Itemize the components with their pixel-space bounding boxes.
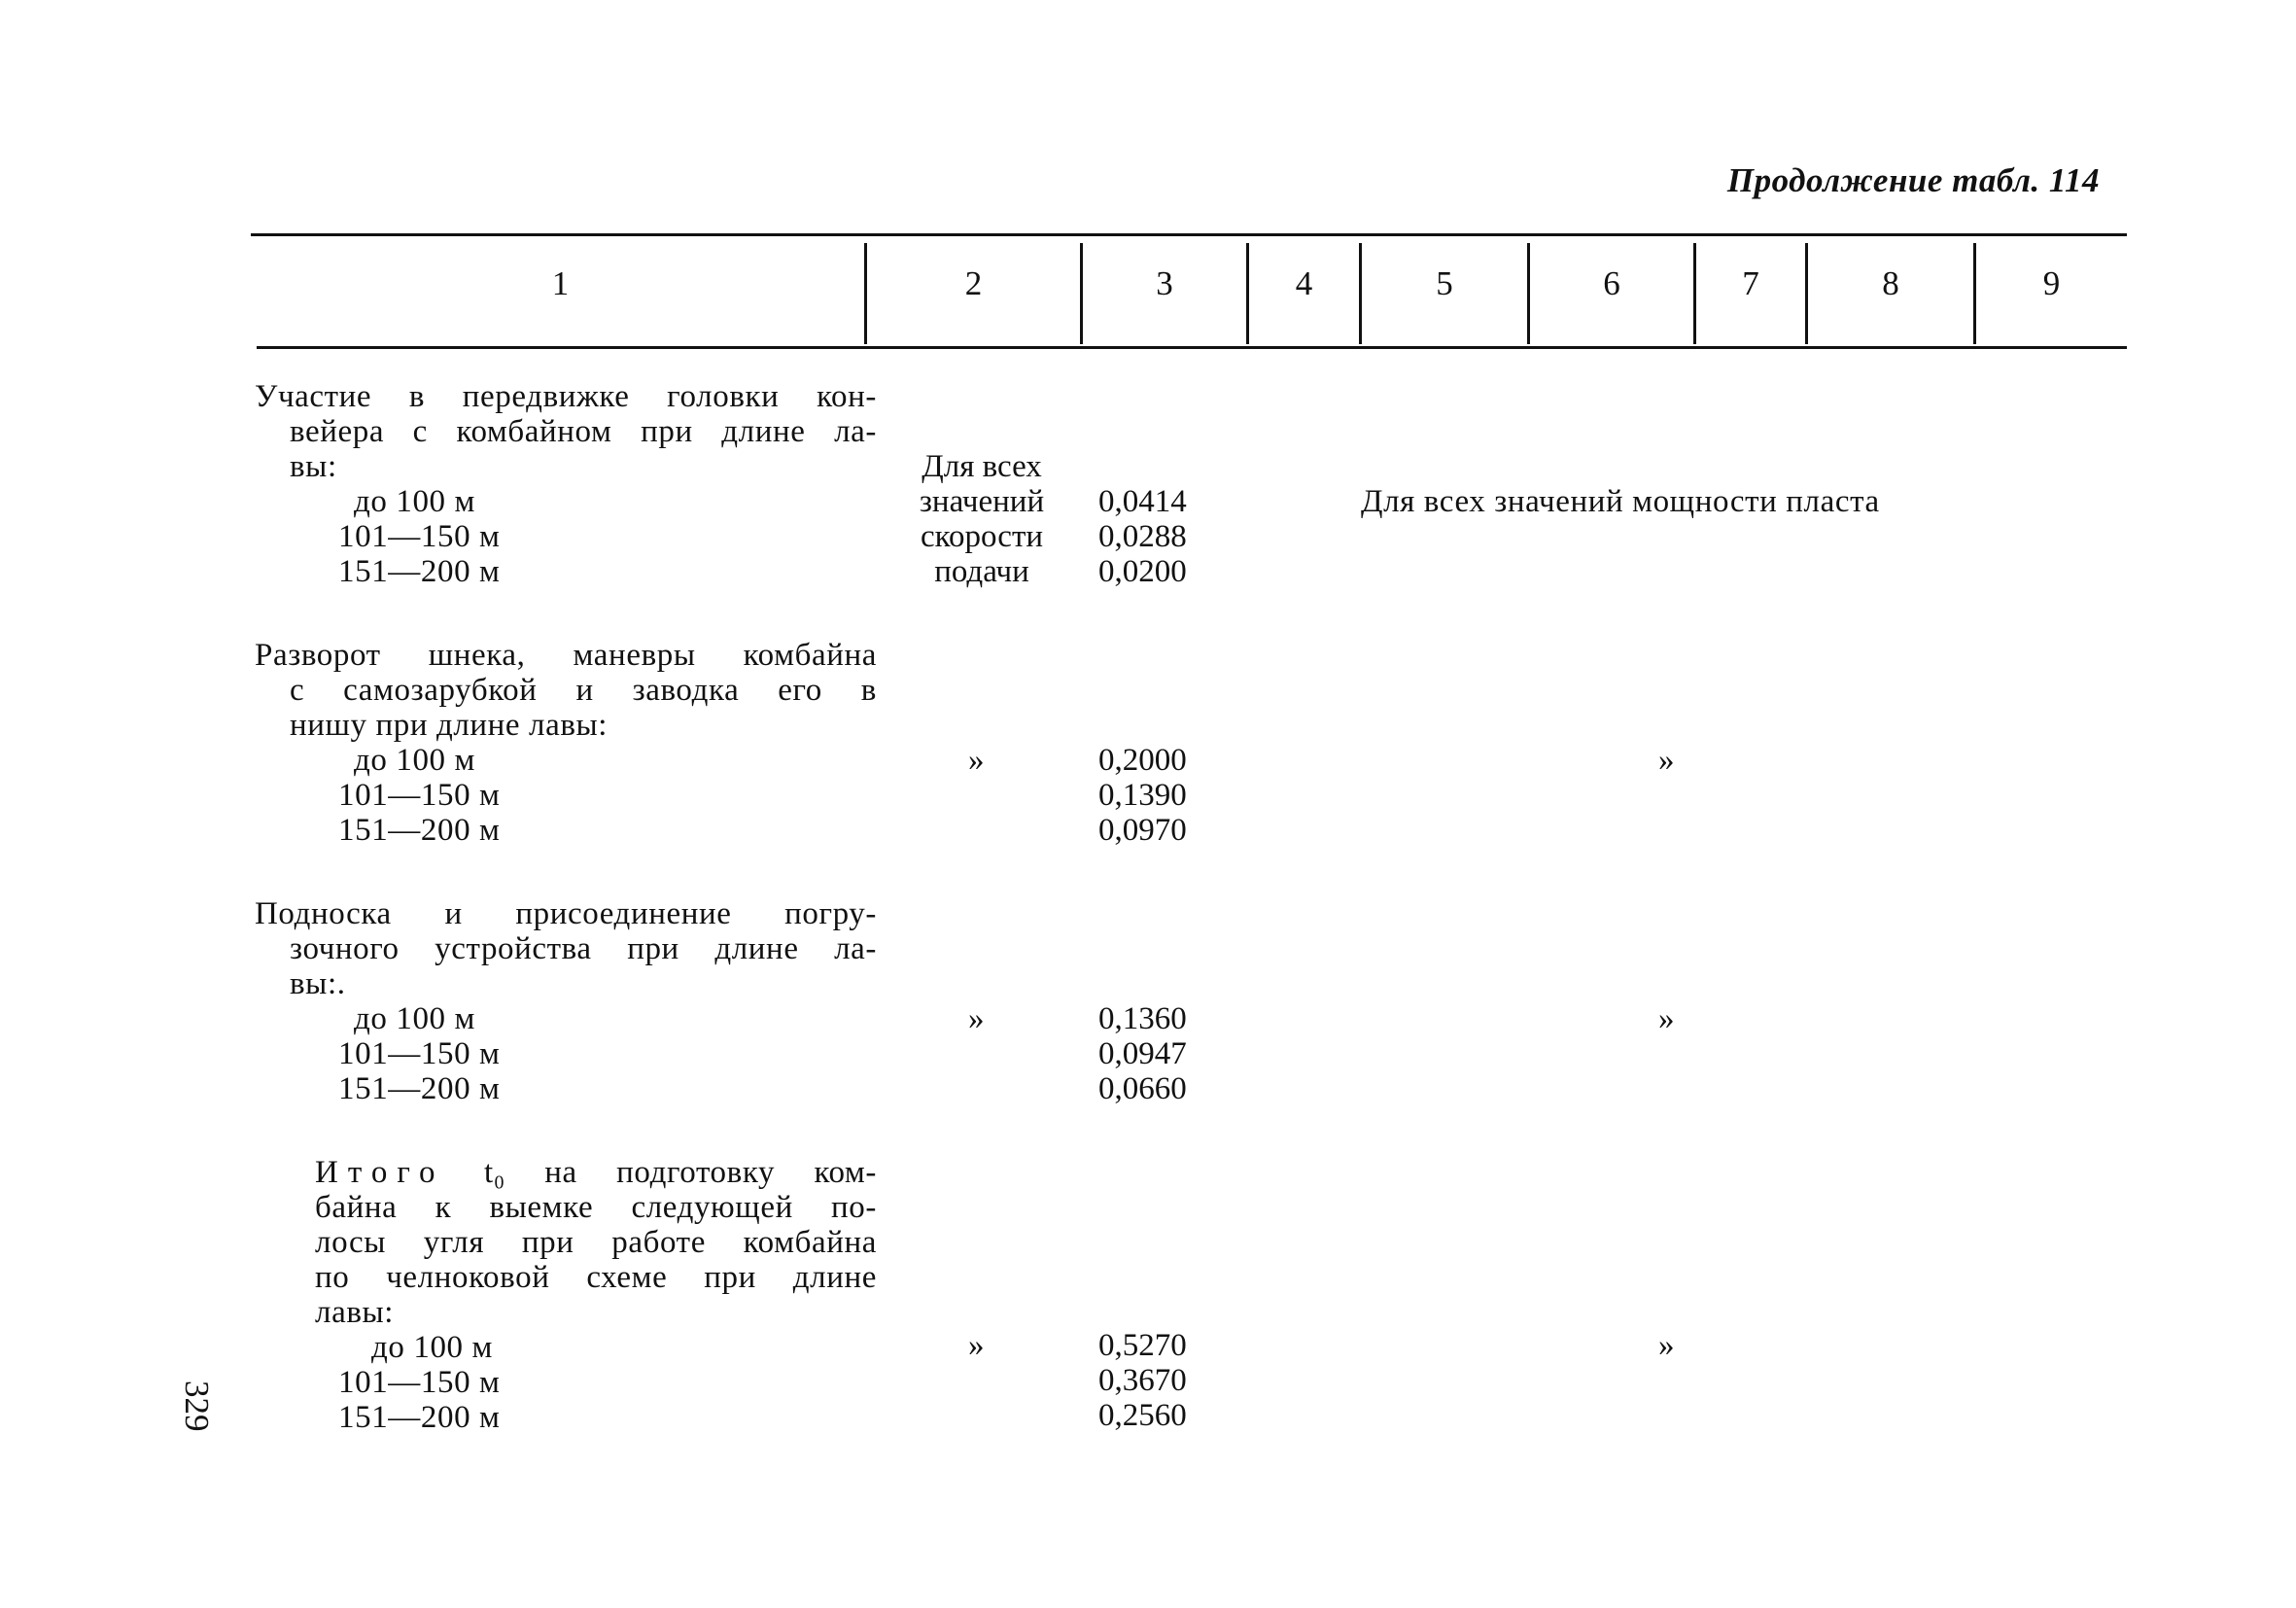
column-number-3: 3 xyxy=(1156,264,1173,302)
column-number-6: 6 xyxy=(1603,264,1620,302)
column-number-5: 5 xyxy=(1436,264,1453,302)
description-line: нишу при длине лавы: xyxy=(290,708,609,743)
length-item: до 100 м xyxy=(354,743,475,778)
time-value: 0,2560 xyxy=(1098,1398,1187,1433)
row-description xyxy=(255,379,877,589)
description-text: на подготовку ком- xyxy=(544,1155,877,1190)
description-line: с самозарубкой и заводка его в xyxy=(290,673,877,708)
column-number-2: 2 xyxy=(964,264,983,302)
length-item: 101—150 м xyxy=(338,519,501,554)
ditto-mark: » xyxy=(1658,1001,1675,1036)
time-value: 0,0200 xyxy=(1098,554,1187,589)
column-number-9: 9 xyxy=(2042,264,2061,302)
time-value: 0,0288 xyxy=(1098,519,1187,554)
column-number-1: 1 xyxy=(551,264,570,302)
time-values xyxy=(1098,1328,1244,1433)
time-value: 0,0660 xyxy=(1098,1071,1187,1106)
page-number: 329 xyxy=(178,1381,216,1432)
length-item: 151—200 м xyxy=(338,1400,501,1435)
time-value: 0,0970 xyxy=(1098,813,1187,848)
description-line: вейера с комбайном при длине ла- xyxy=(290,414,877,449)
header-top-rule xyxy=(251,233,2127,236)
length-item: до 100 м xyxy=(371,1330,493,1365)
length-item: 101—150 м xyxy=(338,1365,501,1400)
time-value: 0,1390 xyxy=(1098,778,1187,813)
description-line: лавы: xyxy=(315,1295,395,1330)
length-item: 101—150 м xyxy=(338,778,501,813)
row-description xyxy=(255,1155,877,1435)
total-word: Итого xyxy=(315,1155,445,1190)
time-value: 0,2000 xyxy=(1098,743,1187,778)
note-line: значений xyxy=(919,484,1045,519)
description-line: Подноска и присоединение погру- xyxy=(255,896,877,931)
description-line: вы:. xyxy=(290,966,346,1001)
time-values xyxy=(1098,484,1244,589)
description-line: Разворот шнека, маневры комбайна xyxy=(255,638,877,673)
row-description xyxy=(255,896,877,1106)
column-number-4: 4 xyxy=(1295,264,1313,302)
ditto-mark: » xyxy=(968,743,985,778)
length-item: 151—200 м xyxy=(338,813,501,848)
time-value: 0,0947 xyxy=(1098,1036,1187,1071)
description-line: байна к выемке следующей по- xyxy=(315,1190,877,1225)
description-line: по челноковой схеме при длине xyxy=(315,1260,877,1295)
description-line: лосы угля при работе комбайна xyxy=(315,1225,877,1260)
header-bottom-rule xyxy=(257,346,2127,349)
description-line: вы: xyxy=(290,449,337,484)
column-number-8: 8 xyxy=(1882,264,1899,302)
description-line: Участие в передвижке головки кон- xyxy=(255,379,877,414)
length-item: 101—150 м xyxy=(338,1036,501,1071)
row-description xyxy=(255,638,877,848)
table-caption: Продолжение табл. 114 xyxy=(1726,161,2100,199)
length-item: до 100 м xyxy=(354,484,475,519)
note-line: Для всех xyxy=(922,449,1042,484)
column-number-7: 7 xyxy=(1742,264,1759,302)
ditto-mark: » xyxy=(1658,743,1675,778)
time-value: 0,1360 xyxy=(1098,1001,1187,1036)
speed-column-note xyxy=(875,449,1089,589)
time-values xyxy=(1098,1001,1244,1106)
time-value: 0,5270 xyxy=(1098,1328,1187,1363)
note-line: скорости xyxy=(920,519,1044,554)
time-values xyxy=(1098,743,1244,848)
time-value: 0,0414 xyxy=(1098,484,1187,519)
length-item: 151—200 м xyxy=(338,554,501,589)
time-value: 0,3670 xyxy=(1098,1363,1187,1398)
length-item: 151—200 м xyxy=(338,1071,501,1106)
description-line: зочного устройства при длине ла- xyxy=(290,931,877,966)
note-line: подачи xyxy=(934,554,1029,589)
description-line xyxy=(255,1155,877,1190)
ditto-mark: » xyxy=(1658,1328,1675,1363)
length-item: до 100 м xyxy=(354,1001,475,1036)
thickness-note: Для всех значений мощности пласта xyxy=(1361,484,1880,519)
ditto-mark: » xyxy=(968,1328,985,1363)
total-symbol: t₀ xyxy=(483,1155,505,1190)
ditto-mark: » xyxy=(968,1001,985,1036)
